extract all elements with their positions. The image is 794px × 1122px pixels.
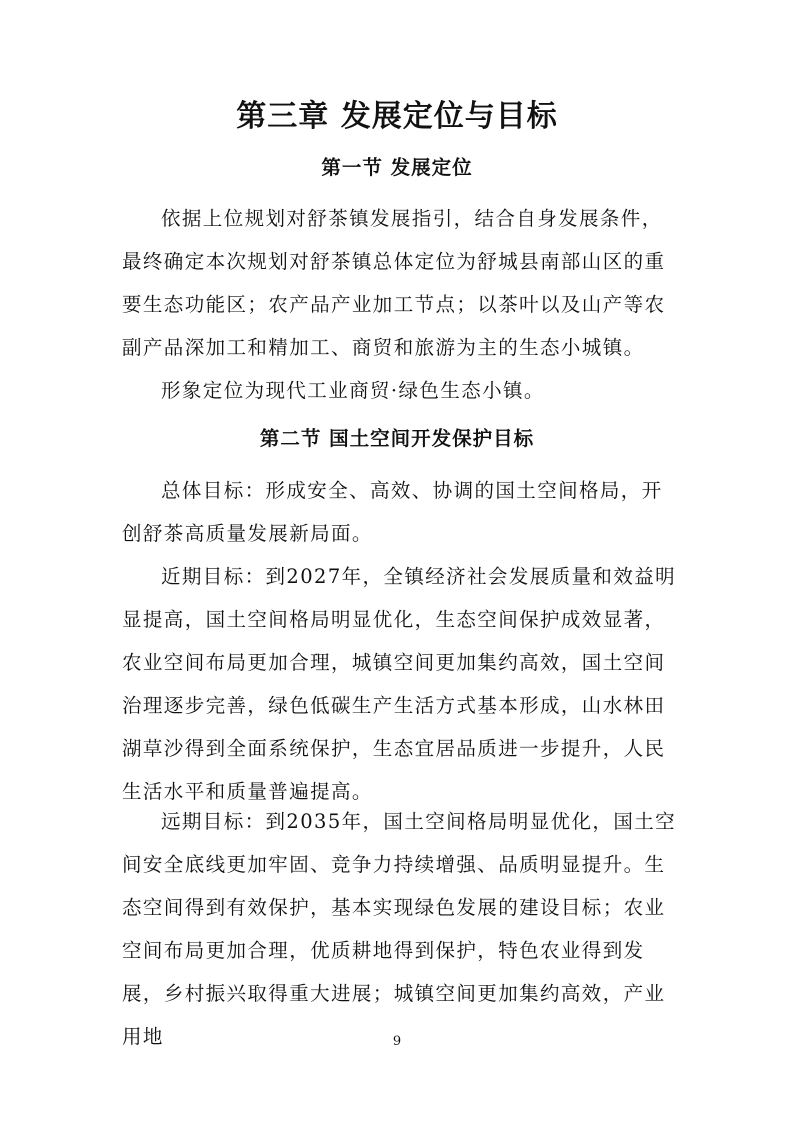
section-2-body: [122, 469, 678, 813]
section-2-body-continued: [122, 800, 678, 1058]
paragraph: 总体目标：形成安全、高效、协调的国土空间格局，开创舒茶高质量发展新局面。: [122, 479, 663, 545]
paragraph: 形象定位为现代工业商贸·绿色生态小镇。: [161, 379, 545, 402]
paragraph: 依据上位规划对舒茶镇发展指引，结合自身发展条件，最终确定本次规划对舒茶镇总体定位为舒城县南部山区的重要生态功能区；农产品产业加工节点；以茶叶以及山产等农副产品深加工和精加工、商贸和旅游为主的生态小城镇。: [122, 207, 666, 359]
section-2-title: 第二节 国土空间开发保护目标: [259, 427, 535, 450]
section-1-body: [122, 197, 678, 412]
paragraph: 远期目标：到2035年，国土空间格局明显优化，国土空间安全底线更加牢固、竞争力持续增强、品质明显提升。生态空间得到有效保护，基本实现绿色发展的建设目标；农业空间布局更加合理，优质耕地得到保护，特色农业得到发展，乡村振兴取得重大进展；城镇空间更加集约高效，产业用地: [122, 810, 677, 1048]
paragraph: 近期目标：到2027年，全镇经济社会发展质量和效益明显提高，国土空间格局明显优化，生态空间保护成效显著，农业空间布局更加合理，城镇空间更加集约高效，国土空间治理逐步完善，绿色低碳生产生活方式基本形成，山水林田湖草沙得到全面系统保护，生态宜居品质进一步提升，人民生活水平和质量普遍提高。: [122, 565, 677, 803]
page-number: 9: [392, 1034, 402, 1049]
section-1-title: 第一节 发展定位: [321, 156, 473, 179]
chapter-title: 第三章 发展定位与目标: [236, 99, 558, 134]
